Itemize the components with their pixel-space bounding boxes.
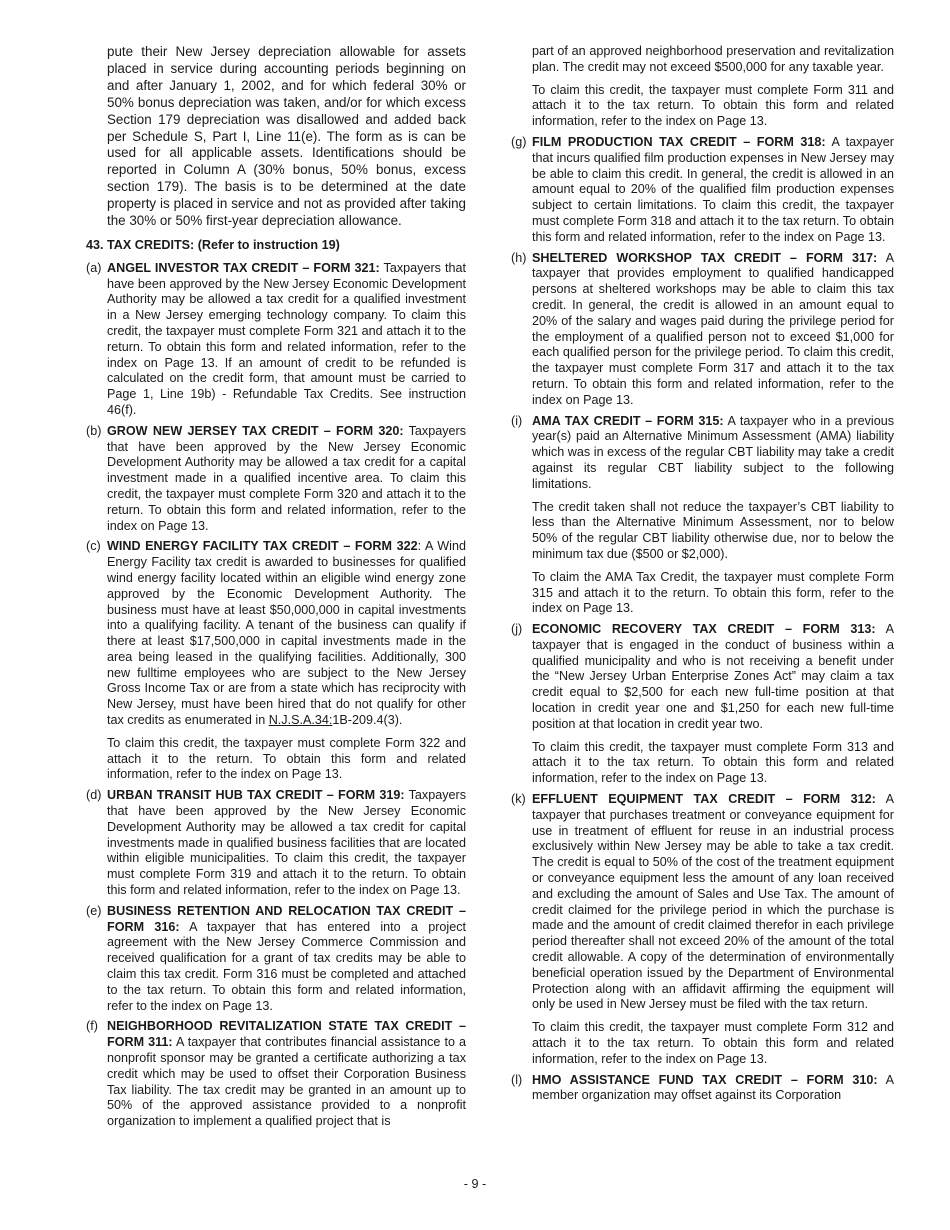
- page-number: - 9 -: [463, 1177, 487, 1191]
- credit-item-i: [511, 414, 894, 618]
- item-text: A taxpayer that incurs qualified film production expenses in New Jersey may be able to claim this credit. In general, the credit is allowed in an amount equal to 20% of the qualified film production expenses subject to certain limitations. To claim this credit, the taxpayer must complete Form 318 and attach it to the tax return. To obtain this form and related information, refer to the index on Page 13.: [532, 134, 894, 244]
- left-column: [86, 44, 466, 1135]
- item-text-claim: To claim the AMA Tax Credit, the taxpayer must complete Form 315 and attach it to the return. To obtain this form, refer to the index on Page 13.: [532, 569, 894, 616]
- item-text: A taxpayer that has entered into a project agreement with the New Jersey Commerce Commission and received qualification for a grant of tax credits may be able to claim this tax credit. Form 316 must be completed and attached to the tax return. To obtain this form and related information, refer to the index on Page 13.: [107, 919, 466, 1013]
- credit-item-a: [86, 261, 466, 419]
- item-text: part of an approved neighborhood preservation and revitalization plan. The credit may not exceed $500,000 for any taxable year.: [532, 44, 894, 74]
- item-text-claim: To claim this credit, the taxpayer must complete Form 311 and attach it to the tax return. To obtain this form and related information, refer to the index on Page 13.: [532, 82, 894, 129]
- item-marker: (g): [511, 134, 527, 149]
- item-heading: HMO ASSISTANCE FUND TAX CREDIT – FORM 310:: [532, 1072, 878, 1087]
- item-marker: (b): [86, 423, 102, 438]
- item-heading: WIND ENERGY FACILITY TAX CREDIT – FORM 322: [107, 539, 418, 554]
- credit-item-l: [511, 1073, 894, 1105]
- item-text: A Wind Energy Facility tax credit is awarded to businesses for qualified wind energy facility located within an eligible wind energy zone approved by the Economic Development Authority. The business must have at least $50,000,000 in capital investments into a qualifying facility. A tenant of the business can qualify if there at least $17,500,000 in capital investments made in the area being leased in the qualifying facilities. Additionally, 300 new fulltime employees who are subject to the New Jersey Gross Income Tax or are from a state which has reciprocity with New Jersey, must have been hired that do not qualify for other tax credits as enumerated in: [107, 539, 466, 728]
- item-text: A taxpayer that provides employment to qualified handicapped persons at sheltered workshops may be able to claim this tax credit. In general, the credit is allowed in an amount equal to 20% of the salary and wages paid during the privilege period for the employment of a qualified person not to exceed $1,000 for each qualified person for the privilege period. To claim this credit, the taxpayer must complete Form 317 and attach it to the tax return. To obtain this form and related information, refer to the index on Page 13.: [532, 250, 894, 407]
- item-heading: EFFLUENT EQUIPMENT TAX CREDIT – FORM 312:: [532, 792, 876, 807]
- item-marker: (c): [86, 539, 101, 554]
- item-marker: (i): [511, 413, 523, 428]
- item-marker: (f): [86, 1019, 98, 1034]
- credit-item-g: [511, 135, 894, 246]
- credit-item-f-continued: [511, 44, 894, 130]
- item-heading: BUSINESS RETENTION AND RELOCATION TAX CREDIT – FORM 316:: [107, 903, 466, 934]
- credit-item-b: [86, 424, 466, 535]
- item-text: A taxpayer that is engaged in the conduct of business within a qualified municipality and who is not receiving a benefit under the “New Jersey Urban Enterprise Zones Act” may claim a tax credit equal to $2,500 for each new full-time position at that location in credit year one and $1,250 for each new full-time position at that location in credit year two.: [532, 622, 894, 731]
- item-text: A taxpayer that purchases treatment or conveyance equipment for use in treatment of effluent for reuse in an industrial process exclusively within New Jersey may be able to take a tax credit. The credit is equal to 50% of the cost of the treatment equipment or conveyance equipment less the amount of any loan received and excluding the amount of Sales and Use Tax. The amount of credit claimed for the privilege period in which the purchase is made and the amount of credit claimed therefor in each privilege period thereafter shall not exceed 20% of the amount of the total credit allowable. A copy of the determination of environmentally beneficial operation issued by the Department of Environmental Protection along with an affidavit affirming the equipment will only be used in New Jersey must be filed with the tax return.: [532, 792, 894, 1012]
- section-heading: 43. TAX CREDITS: (Refer to instruction 19): [86, 237, 340, 252]
- item-text-claim: To claim this credit, the taxpayer must complete Form 312 and attach it to the tax return. To obtain this form and related information, refer to the index on Page 13.: [532, 1020, 894, 1066]
- item-marker: (a): [86, 260, 102, 275]
- credit-item-d: [86, 788, 466, 899]
- item-heading: URBAN TRANSIT HUB TAX CREDIT – FORM 319:: [107, 788, 405, 803]
- statute-citation-rest: 1B-209.4(3).: [332, 713, 403, 728]
- depreciation-paragraph: pute their New Jersey depreciation allowable for assets placed in service during accounting periods beginning on and after January 1, 2002, and for which federal 30% or 50% bonus depreciation was taken, and/or for which excess Section 179 depreciation was disallowed and added back per Schedule S, Part I, Line 11(e). The form as is can be used for all applicable assets. Identifications should be reported in Column A (30% bonus, 50% bonus, excess section 179). The basis is to be determined at the date property is placed in service and not as provided after taking the 30% or 50% first-year depreciation allowance.: [107, 44, 466, 229]
- credit-item-h: [511, 251, 894, 409]
- item-heading: NEIGHBORHOOD REVITALIZATION STATE TAX CREDIT – FORM 311:: [107, 1019, 466, 1050]
- item-text: Taxpayers that have been approved by the New Jersey Economic Development Authority may be allowed a tax credit for a qualified investment in a New Jersey emerging technology company. To claim this credit, the taxpayer must complete Form 321 and attach it to the return. To obtain this form and related information, refer to the index on Page 13. If an amount of credit to be refunded is calculated on the credit form, that amount must be carried to Page 1, Line 19b) - Refundable Tax Credits. See instruction 46(f).: [107, 260, 466, 417]
- item-marker: (l): [511, 1072, 523, 1087]
- item-heading: ECONOMIC RECOVERY TAX CREDIT – FORM 313:: [532, 622, 876, 637]
- item-text: A taxpayer that contributes financial assistance to a nonprofit sponsor may be granted a certificate authorizing a tax credit which may be used to offset their Corporation Business Tax liability. The tax credit may be granted in an amount up to 50% of the approved assistance provided to a nonprofit organization to implement a qualified project that is: [107, 1035, 466, 1129]
- item-text: Taxpayers that have been approved by the New Jersey Economic Development Authority may be allowed a tax credit for capital investments made in qualified business facilities that are located within eligible municipalities. To claim this credit, the taxpayer must complete Form 319 and attach it to the return. To obtain this form and related information, refer to the index on Page 13.: [107, 788, 466, 898]
- item-marker: (k): [511, 792, 526, 807]
- item-marker: (e): [86, 903, 102, 918]
- item-heading: AMA TAX CREDIT – FORM 315:: [532, 413, 724, 428]
- credit-item-k: [511, 792, 894, 1068]
- heading-colon: :: [417, 539, 422, 554]
- item-heading: SHELTERED WORKSHOP TAX CREDIT – FORM 317:: [532, 250, 878, 265]
- credit-item-e: [86, 904, 466, 1015]
- credit-item-f: [86, 1019, 466, 1130]
- item-heading: FILM PRODUCTION TAX CREDIT – FORM 318:: [532, 134, 826, 149]
- statute-citation-link[interactable]: N.J.S.A.34:: [268, 713, 333, 728]
- item-text: A taxpayer who in a previous year(s) paid an Alternative Minimum Assessment (AMA) liability which was in excess of the regular CBT liability may take a credit against its regular CBT liability subject to the following limitations.: [532, 413, 895, 491]
- item-marker: (j): [511, 622, 523, 637]
- item-text-claim: To claim this credit, the taxpayer must complete Form 313 and attach it to the tax return. To obtain this form and related information, refer to the index on Page 13.: [532, 739, 894, 786]
- credit-item-c: [86, 539, 466, 783]
- item-text-limitation: The credit taken shall not reduce the taxpayer’s CBT liability to less than the Alternative Minimum Assessment, nor to below 50% of the regular CBT liability otherwise due, nor to below the minimum tax due ($500 or $2,000).: [532, 499, 894, 561]
- item-text-claim: To claim this credit, the taxpayer must complete Form 322 and attach it to the return. To obtain this form and related information, refer to the index on Page 13.: [107, 735, 466, 782]
- credit-item-j: [511, 622, 894, 787]
- item-marker: (d): [86, 788, 102, 803]
- item-heading: GROW NEW JERSEY TAX CREDIT – FORM 320:: [107, 423, 404, 438]
- item-heading: ANGEL INVESTOR TAX CREDIT – FORM 321:: [107, 260, 380, 275]
- item-text: A member organization may offset against its Corporation: [532, 1072, 894, 1103]
- right-column: [511, 44, 894, 1109]
- item-marker: (h): [511, 250, 527, 265]
- item-text: Taxpayers that have been approved by the New Jersey Economic Development Authority may be allowed a tax credit for a capital investment made in a qualified incentive area. To claim this credit, the taxpayer must complete Form 320 and attach it to the return. To obtain this form and related information, refer to the index on Page 13.: [107, 423, 466, 533]
